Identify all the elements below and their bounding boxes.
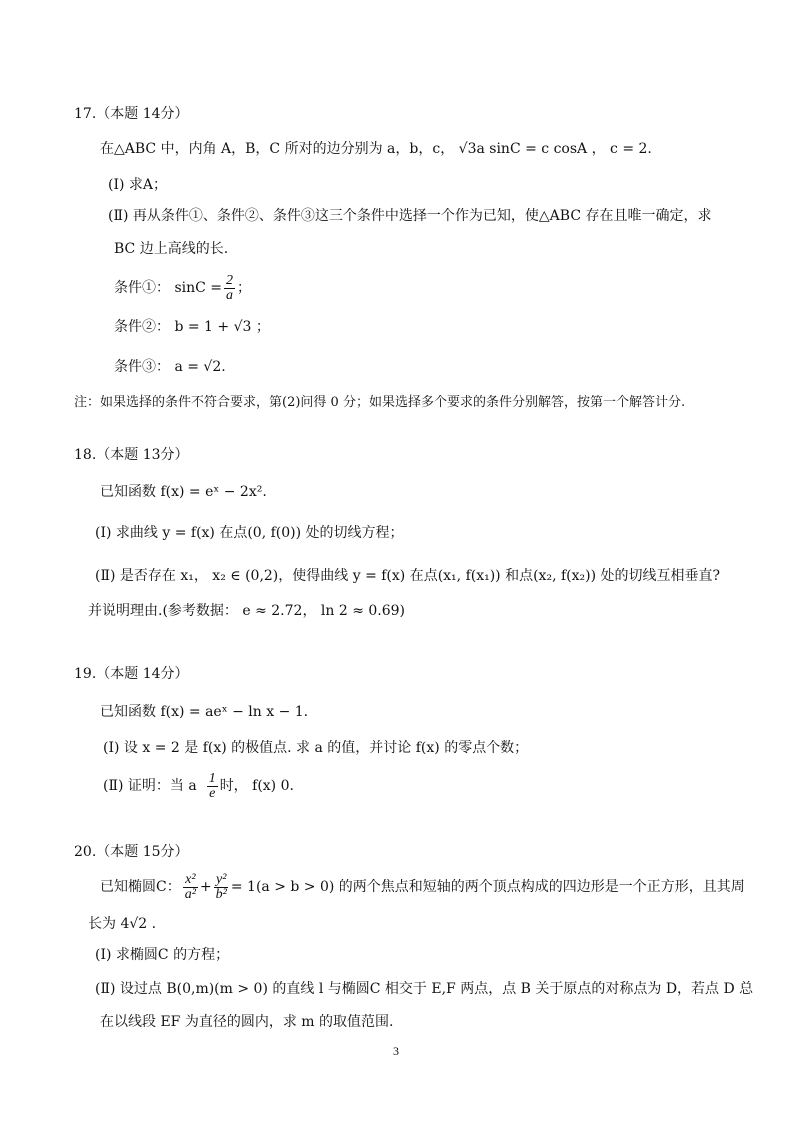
- fraction-numerator: 1: [208, 770, 216, 786]
- problem-19-part-2-suffix: 时， f(x) 0.: [219, 778, 294, 794]
- problem-19-stem: 已知函数 f(x) = aeˣ − ln x − 1.: [100, 704, 309, 720]
- problem-20-title: 20.（本题 15分）: [74, 844, 189, 860]
- fraction-numerator: x²: [185, 871, 196, 887]
- fraction-denominator: a²: [184, 886, 196, 902]
- problem-20-stem-line-2: 长为 4√2 .: [88, 916, 157, 932]
- problem-20-stem-prefix: 已知椭圆C：: [100, 879, 181, 895]
- condition-1-label: 条件①： sinC =: [114, 280, 223, 296]
- problem-19-part-2: [103, 768, 294, 804]
- problem-20-stem: [100, 867, 745, 907]
- problem-19-part-1: (Ⅰ) 设 x = 2 是 f(x) 的极值点. 求 a 的值，并讨论 f(x) 的零点个数；: [103, 740, 529, 756]
- problem-18-part-1: (Ⅰ) 求曲线 y = f(x) 在点(0, f(0)) 处的切线方程；: [95, 525, 404, 541]
- fraction-denominator: e: [209, 785, 216, 801]
- problem-19-part-2-prefix: (Ⅱ) 证明：当 a: [103, 778, 197, 794]
- problem-18-part-2-line-1: (Ⅱ) 是否存在 x₁， x₂ ∈ (0,2)，使得曲线 y = f(x) 在点(x₁, f(x₁)) 和点(x₂, f(x₂)) 处的切线互相垂直?: [95, 568, 720, 584]
- ellipse-x-fraction: [183, 873, 198, 902]
- problem-20-stem-suffix: = 1(a > b > 0) 的两个焦点和短轴的两个顶点构成的四边形是一个正方形，且其周: [230, 879, 745, 895]
- problem-20-part-2-line-1: (Ⅱ) 设过点 B(0,m)(m > 0) 的直线 l 与椭圆C 相交于 E,F 两点，点 B 关于原点的对称点为 D，若点 D 总: [95, 981, 754, 997]
- condition-1-fraction: [224, 274, 235, 303]
- plus-sign: +: [199, 879, 212, 895]
- problem-20-part-1: (Ⅰ) 求椭圆C 的方程；: [95, 947, 230, 963]
- problem-19-fraction: [207, 772, 218, 801]
- problem-19-title: 19.（本题 14分）: [74, 666, 189, 682]
- condition-2: 条件②： b = 1 + √3 ；: [114, 319, 270, 335]
- problem-17-part-1: (Ⅰ) 求A；: [108, 177, 168, 193]
- problem-17-title: 17.（本题 14分）: [74, 106, 189, 122]
- page-number: 3: [393, 1044, 399, 1058]
- problem-17-part-2-line-1: (Ⅱ) 再从条件①、条件②、条件③这三个条件中选择一个作为已知，使△ABC 存在且唯一确定，求: [108, 208, 712, 224]
- fraction-denominator: a: [226, 287, 234, 303]
- problem-18-title: 18.（本题 13分）: [74, 447, 189, 463]
- problem-17-part-2-line-2: BC 边上高线的长.: [114, 241, 229, 257]
- problem-20-part-2-line-2: 在以线段 EF 为直径的圆内，求 m 的取值范围.: [100, 1014, 394, 1030]
- fraction-numerator: y²: [216, 871, 227, 887]
- condition-1-end: ；: [237, 280, 252, 296]
- fraction-denominator: b²: [215, 886, 227, 902]
- fraction-numerator: 2: [226, 272, 234, 288]
- condition-3: 条件③： a = √2.: [114, 359, 226, 375]
- problem-18-part-2-line-2: 并说明理由.(参考数据： e ≈ 2.72， ln 2 ≈ 0.69): [88, 603, 406, 619]
- problem-17-note: 注：如果选择的条件不符合要求，第(2)问得 0 分；如果选择多个要求的条件分别解答，按第一个解答计分.: [74, 395, 686, 410]
- condition-1: [114, 271, 251, 305]
- ellipse-y-fraction: [214, 873, 229, 902]
- problem-17-stem: 在△ABC 中，内角 A，B，C 所对的边分别为 a，b，c， √3a sinC = c cosA ， c = 2.: [100, 141, 652, 157]
- problem-18-stem: 已知函数 f(x) = eˣ − 2x².: [100, 484, 267, 500]
